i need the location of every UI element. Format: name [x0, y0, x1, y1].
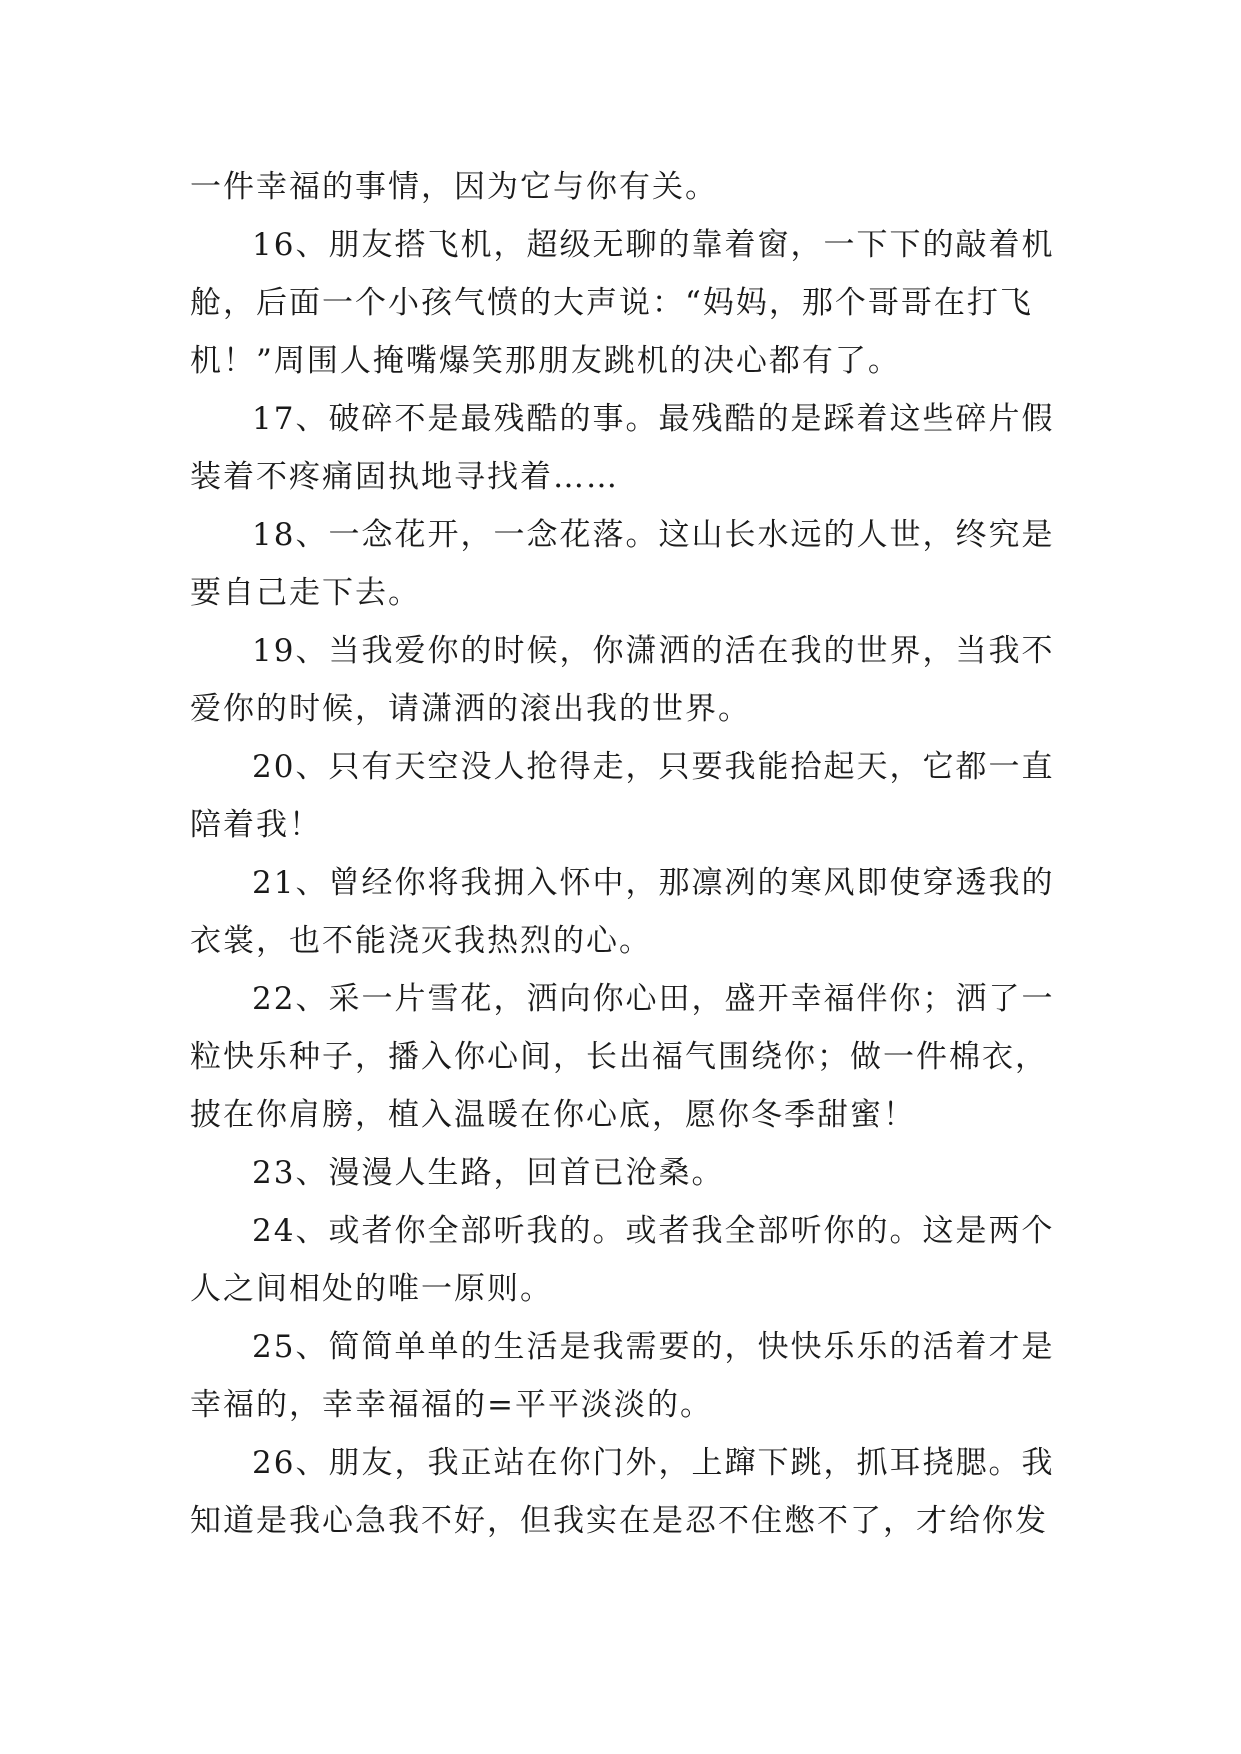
paragraph-20-line-1: 20、只有天空没人抢得走，只要我能拾起天，它都一直 [252, 749, 1055, 785]
paragraph-25-line-2: 幸福的，幸幸福福的=平平淡淡的。 [190, 1387, 713, 1423]
paragraph-23-line-1: 23、漫漫人生路，回首已沧桑。 [252, 1155, 725, 1191]
paragraph-18-line-2: 要自己走下去。 [190, 575, 421, 611]
paragraph-26-line-2: 知道是我心急我不好，但我实在是忍不住憋不了，才给你发 [190, 1503, 1048, 1539]
paragraph-16-line-1: 16、朋友搭飞机，超级无聊的靠着窗，一下下的敲着机 [252, 227, 1055, 263]
paragraph-25-line-1: 25、简简单单的生活是我需要的，快快乐乐的活着才是 [252, 1329, 1055, 1365]
paragraph-24-line-1: 24、或者你全部听我的。或者我全部听你的。这是两个 [252, 1213, 1055, 1249]
paragraph-16-line-3: 机！”周围人掩嘴爆笑那朋友跳机的决心都有了。 [190, 343, 901, 379]
paragraph-16-line-2: 舱，后面一个小孩气愤的大声说：“妈妈，那个哥哥在打飞 [190, 285, 1033, 321]
paragraph-19-line-1: 19、当我爱你的时候，你潇洒的活在我的世界，当我不 [252, 633, 1055, 669]
paragraph-19-line-2: 爱你的时候，请潇洒的滚出我的世界。 [190, 691, 751, 727]
paragraph-21-line-2: 衣裳，也不能浇灭我热烈的心。 [190, 923, 652, 959]
paragraph-21-line-1: 21、曾经你将我拥入怀中，那凛冽的寒风即使穿透我的 [252, 865, 1055, 901]
paragraph-26-line-1: 26、朋友，我正站在你门外，上蹿下跳，抓耳挠腮。我 [252, 1445, 1055, 1481]
paragraph-18-line-1: 18、一念花开，一念花落。这山长水远的人世，终究是 [252, 517, 1055, 553]
paragraph-20-line-2: 陪着我！ [190, 807, 322, 843]
paragraph-17-line-2: 装着不疼痛固执地寻找着…… [190, 459, 619, 495]
paragraph-22-line-3: 披在你肩膀，植入温暖在你心底，愿你冬季甜蜜！ [190, 1097, 916, 1133]
paragraph-22-line-1: 22、采一片雪花，洒向你心田，盛开幸福伴你；洒了一 [252, 981, 1055, 1017]
paragraph-24-line-2: 人之间相处的唯一原则。 [190, 1271, 553, 1307]
paragraph-17-line-1: 17、破碎不是最残酷的事。最残酷的是踩着这些碎片假 [252, 401, 1055, 437]
document-body [190, 158, 1055, 1550]
paragraph-22-line-2: 粒快乐种子，播入你心间，长出福气围绕你；做一件棉衣， [190, 1039, 1048, 1075]
text-line: 一件幸福的事情，因为它与你有关。 [190, 169, 718, 205]
